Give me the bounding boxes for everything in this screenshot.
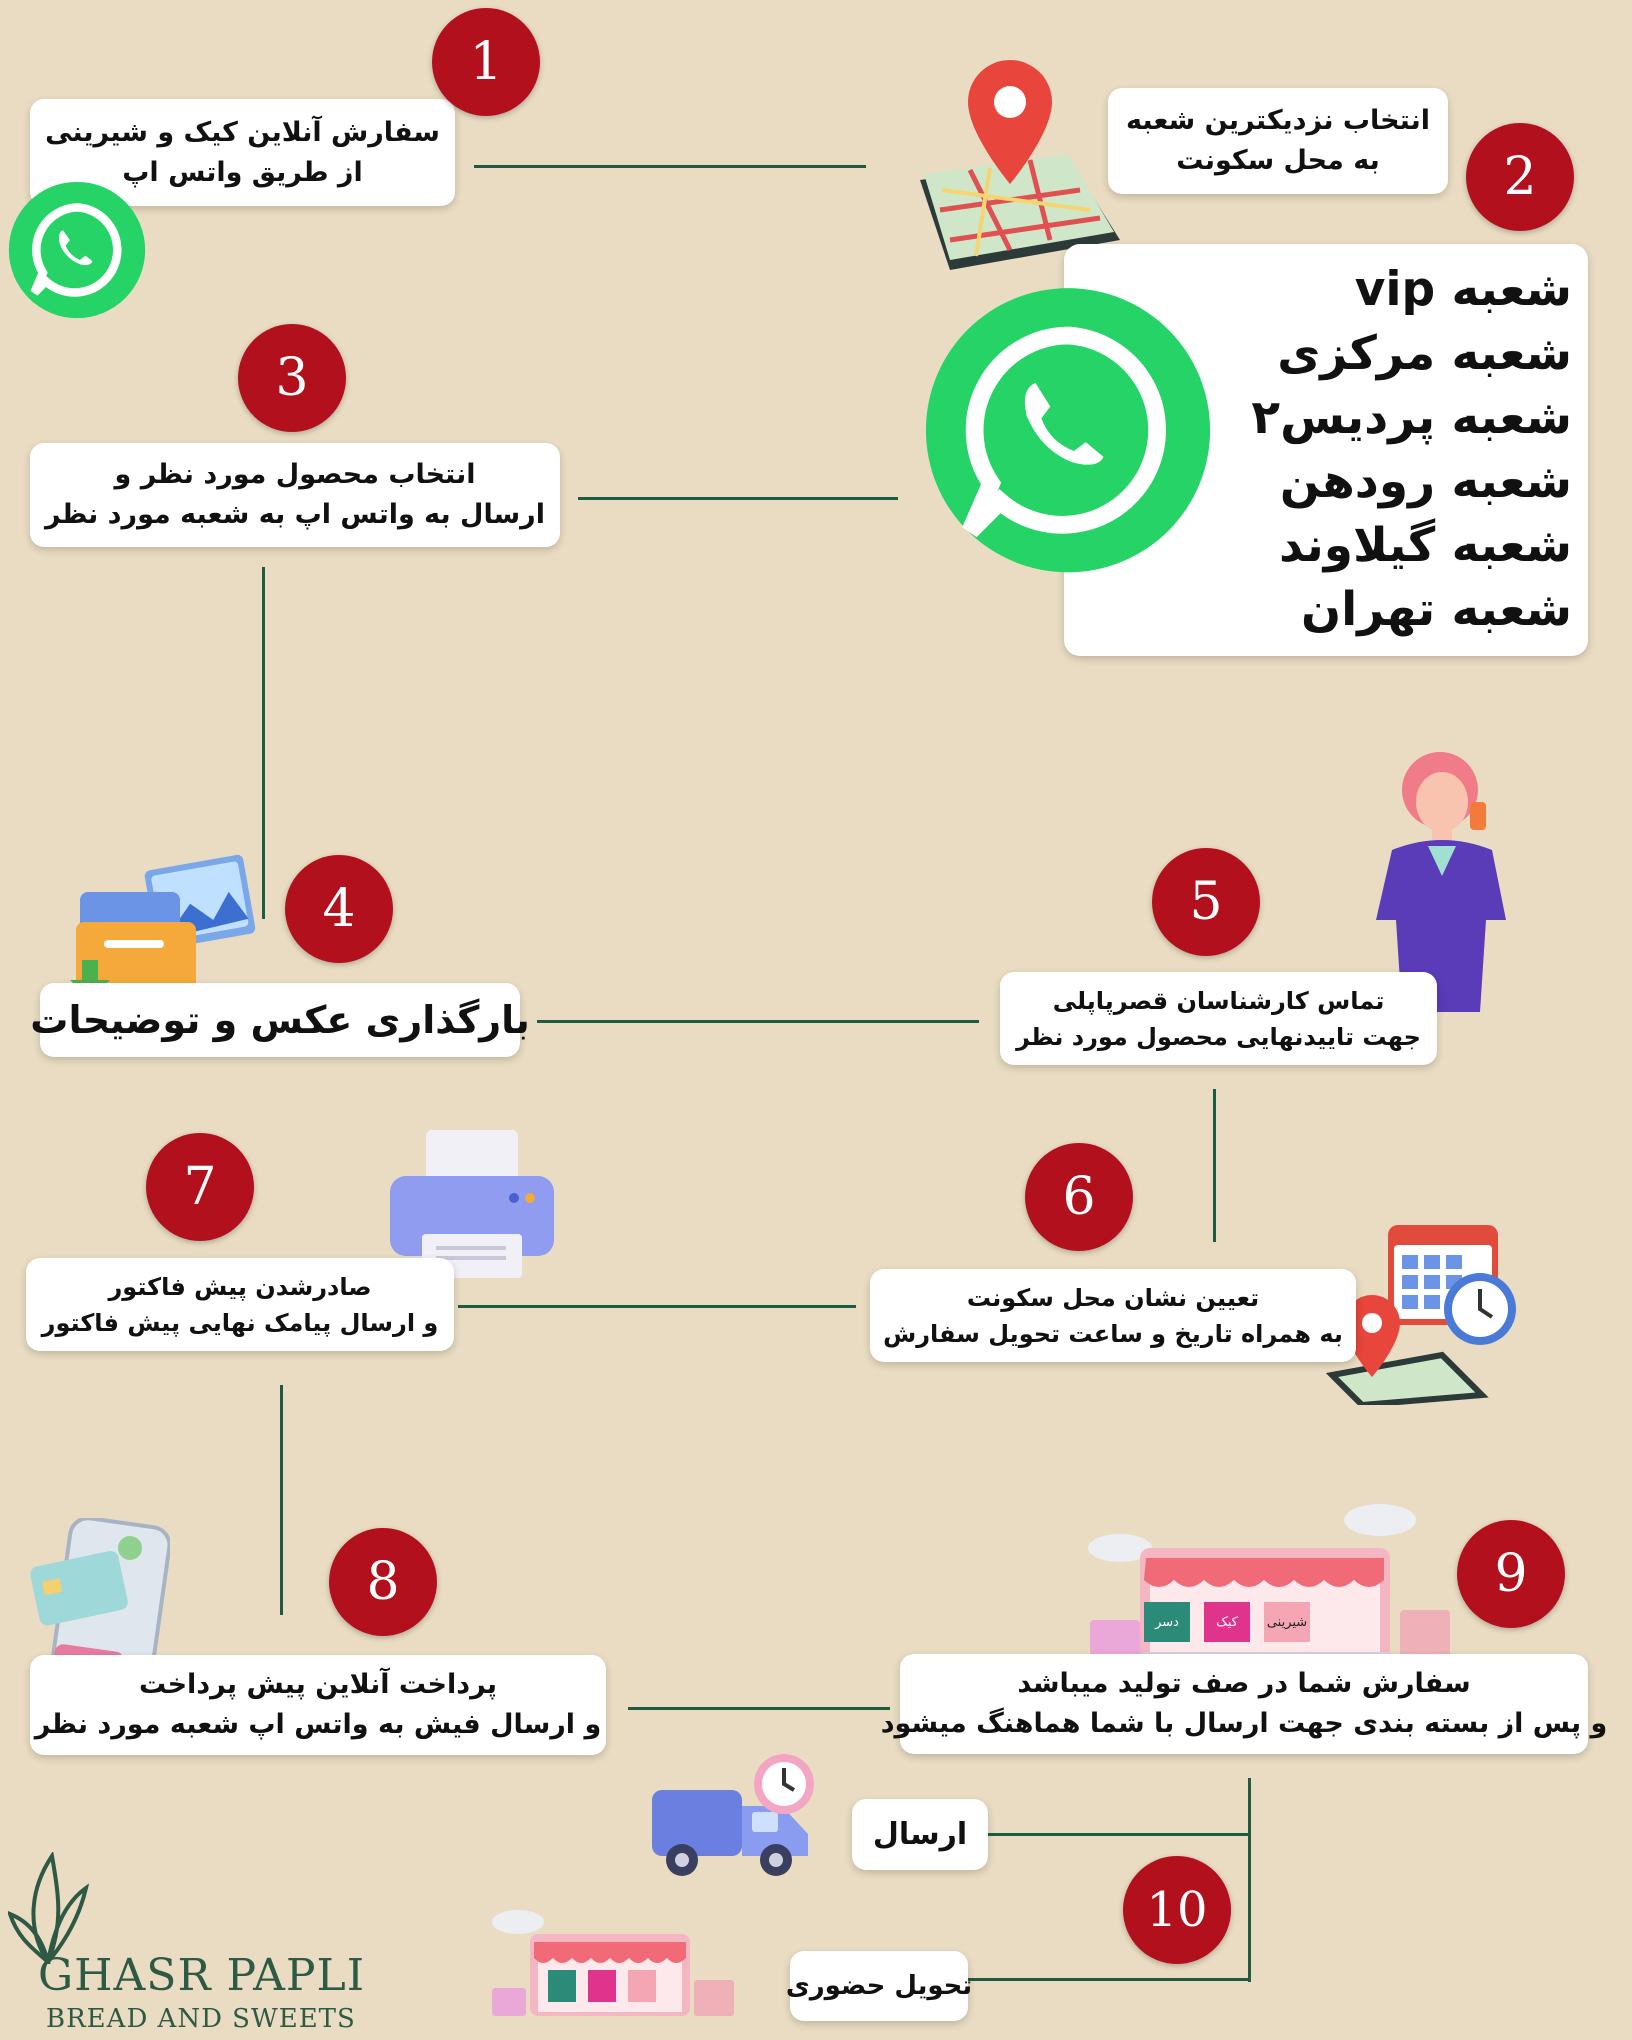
- connector-9-10: [1248, 1778, 1251, 1982]
- step-9-box: [880, 1654, 1608, 1754]
- step-8-box: [30, 1655, 606, 1755]
- logo-leaf-icon: [8, 1852, 92, 1964]
- step-1-line-1: سفارش آنلاین کیک و شیرینی: [45, 116, 440, 148]
- shop-sign-cake: کیک: [1204, 1602, 1250, 1642]
- step-1-number: 1: [432, 8, 540, 116]
- connector-3-whatsapp: [578, 497, 898, 500]
- step-5-line-2: جهت تاییدنهایی محصول مورد نظر: [1016, 1022, 1421, 1051]
- whatsapp-icon: [6, 179, 148, 321]
- step-2-box: [1108, 88, 1448, 194]
- step-2-line-2: به محل سکونت: [1176, 145, 1380, 176]
- step-3-box: [30, 443, 560, 547]
- step-6-number: 6: [1025, 1143, 1133, 1251]
- step-8-line-1: پرداخت آنلاین پیش پرداخت: [138, 1669, 498, 1700]
- step-4-box: [30, 983, 530, 1057]
- delivery-option[interactable]: [852, 1799, 988, 1870]
- step-9-number: 9: [1457, 1520, 1565, 1628]
- branch-vip: شعبه vip: [1354, 262, 1572, 317]
- step-4-number: 4: [285, 855, 393, 963]
- step-3-line-1: انتخاب محصول مورد نظر و: [114, 459, 476, 490]
- step-8-line-2: و ارسال فیش به واتس اپ شعبه مورد نظر: [34, 1709, 602, 1740]
- branch-gilavand: شعبه گیلاوند: [1278, 518, 1572, 573]
- connector-6-7: [458, 1305, 856, 1308]
- logo-name: GHASR PAPLI: [38, 1950, 366, 2001]
- delivery-label: ارسال: [872, 1816, 968, 1852]
- connector-3-4: [262, 567, 265, 919]
- branch-tehran: شعبه تهران: [1301, 582, 1572, 637]
- branch-central: شعبه مرکزی: [1277, 326, 1572, 381]
- step-10-number: 10: [1123, 1856, 1231, 1964]
- step-2-number: 2: [1466, 123, 1574, 231]
- logo-tagline: BREAD AND SWEETS: [46, 2004, 356, 2034]
- step-7-box: [26, 1258, 454, 1351]
- step-7-number: 7: [146, 1133, 254, 1241]
- step-6-box: [870, 1269, 1356, 1362]
- pickup-label: تحویل حضوری: [785, 1971, 973, 2001]
- step-3-line-2: ارسال به واتس اپ به شعبه مورد نظر: [45, 499, 545, 530]
- step-9-line-2: و پس از بسته بندی جهت ارسال با شما هماهنگ میشود: [880, 1708, 1608, 1739]
- pickup-option[interactable]: [785, 1951, 973, 2021]
- step-3-number: 3: [238, 324, 346, 432]
- shop-sign-sweets: شیرینی: [1264, 1602, 1310, 1642]
- step-5-number: 5: [1152, 848, 1260, 956]
- shop-sign-dessert: دسر: [1144, 1602, 1190, 1642]
- step-4-line-1: بارگذاری عکس و توضیحات: [30, 998, 530, 1042]
- step-6-line-2: به همراه تاریخ و ساعت تحویل سفارش: [883, 1319, 1343, 1348]
- connector-pickup: [968, 1978, 1251, 1981]
- connector-5-6: [1213, 1089, 1216, 1242]
- branch-roudehen: شعبه رودهن: [1279, 454, 1572, 509]
- truck-clock-icon: [648, 1750, 820, 1885]
- connector-delivery: [988, 1833, 1250, 1836]
- step-8-number: 8: [329, 1528, 437, 1636]
- step-9-line-1: سفارش شما در صف تولید میباشد: [1017, 1668, 1471, 1699]
- connector-1-2: [474, 165, 866, 168]
- whatsapp-large-icon: [920, 282, 1216, 614]
- branch-pardis: شعبه پردیس۲: [1251, 390, 1572, 445]
- connector-8-9: [628, 1707, 890, 1710]
- connector-7-8: [280, 1385, 283, 1615]
- step-2-line-1: انتخاب نزدیکترین شعبه: [1126, 105, 1431, 136]
- folder-upload-icon: [60, 852, 260, 1002]
- step-1-line-2: از طریق واتس اپ: [122, 156, 363, 188]
- step-6-line-1: تعیین نشان محل سکونت: [966, 1283, 1260, 1312]
- step-7-line-2: و ارسال پیامک نهایی پیش فاکتور: [41, 1308, 439, 1337]
- step-7-line-1: صادرشدن پیش فاکتور: [108, 1272, 372, 1301]
- connector-4-5: [537, 1020, 979, 1023]
- step-5-line-1: تماس کارشناسان قصرپاپلی: [1052, 986, 1385, 1015]
- pickup-shop-icon: [488, 1908, 740, 2020]
- step-5-box: [1000, 972, 1437, 1065]
